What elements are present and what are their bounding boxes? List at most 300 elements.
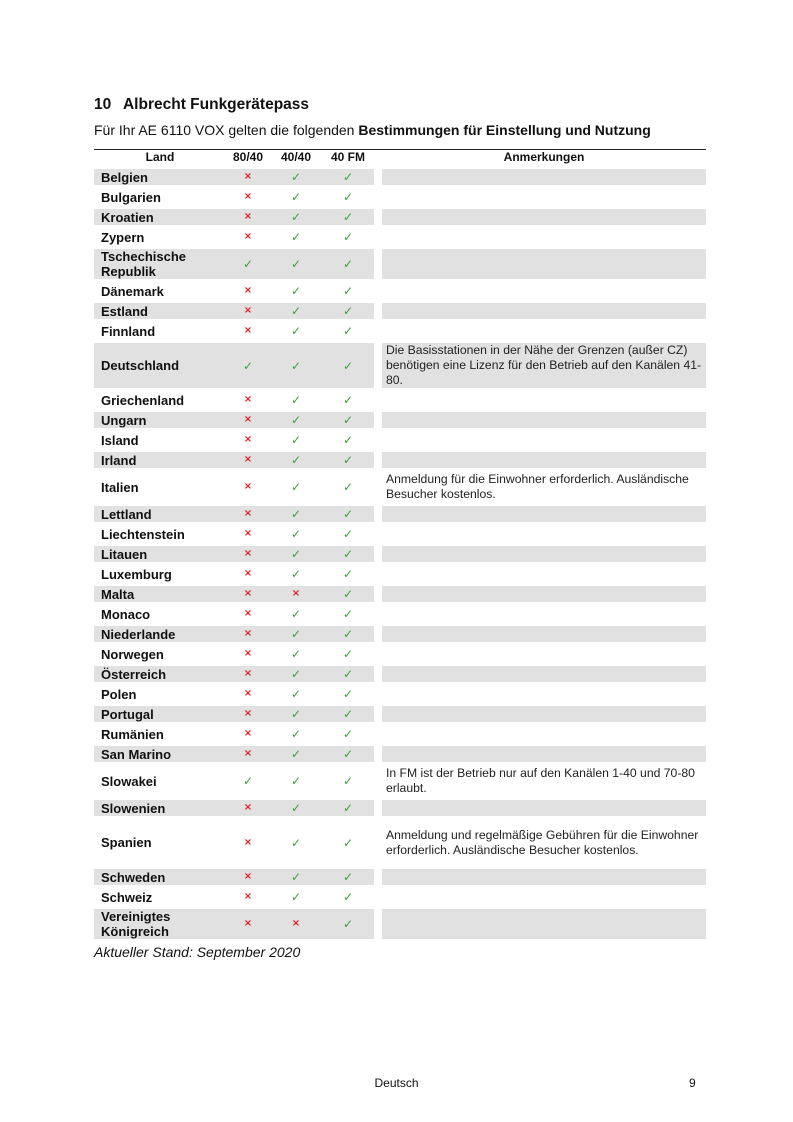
note-text: Die Basisstationen in der Nähe der Grenzen (außer CZ) benötigen eine Lizenz für den Betrieb auf den Kanälen 41-80. [382, 343, 706, 388]
mode-80-40-cell [226, 686, 270, 702]
mode-40-40-cell [270, 646, 322, 662]
check-icon: ✓ [342, 607, 354, 621]
table-row [94, 412, 706, 428]
status-date: Aktueller Stand: September 2020 [94, 944, 301, 960]
mode-80-40-cell [226, 323, 270, 339]
check-icon: ✓ [290, 607, 302, 621]
check-icon: ✓ [242, 257, 254, 271]
table-row [94, 526, 706, 542]
mode-40-fm-cell [322, 909, 374, 939]
country-name: Griechenland [101, 392, 185, 408]
mode-40-fm-cell [322, 452, 374, 468]
check-icon: ✓ [290, 567, 302, 581]
mode-40-fm-cell [322, 546, 374, 562]
table-row [94, 646, 706, 662]
section-heading [94, 96, 309, 114]
check-icon: ✓ [290, 835, 302, 850]
mode-40-40-cell [270, 766, 322, 796]
mode-40-40-cell [270, 686, 322, 702]
mode-40-fm-cell [322, 686, 374, 702]
note-text [382, 452, 706, 468]
mode-40-fm-cell [322, 249, 374, 279]
mode-40-fm-cell [322, 432, 374, 448]
cross-icon: × [243, 548, 253, 559]
mode-40-40-cell [270, 472, 322, 502]
cross-icon: × [243, 688, 253, 699]
intro-text [94, 122, 651, 138]
cross-icon: × [243, 394, 253, 405]
check-icon: ✓ [342, 727, 354, 741]
table-row [94, 303, 706, 319]
check-icon: ✓ [342, 304, 354, 318]
cross-icon: × [243, 568, 253, 579]
mode-80-40-cell [226, 626, 270, 642]
mode-40-fm-cell [322, 746, 374, 762]
note-text [382, 909, 706, 939]
table-row [94, 249, 706, 279]
note-text [382, 189, 706, 205]
mode-80-40-cell [226, 472, 270, 502]
mode-40-fm-cell [322, 323, 374, 339]
cross-icon: × [243, 305, 253, 316]
check-icon: ✓ [342, 587, 354, 601]
table-row [94, 169, 706, 185]
cross-icon: × [243, 191, 253, 202]
check-icon: ✓ [342, 547, 354, 561]
country-name: Portugal [94, 706, 226, 722]
mode-40-fm-cell [322, 283, 374, 299]
table-row [94, 189, 706, 205]
check-icon: ✓ [290, 547, 302, 561]
table-row [94, 820, 706, 865]
check-icon: ✓ [342, 210, 354, 224]
mode-40-fm-cell [322, 666, 374, 682]
note-text: In FM ist der Betrieb nur auf den Kanälen 1-40 und 70-80 erlaubt. [386, 766, 695, 795]
check-icon: ✓ [342, 567, 354, 581]
check-icon: ✓ [290, 667, 302, 681]
table-row [94, 452, 706, 468]
mode-40-fm-cell [322, 606, 374, 622]
note-text [382, 432, 706, 448]
check-icon: ✓ [342, 433, 354, 447]
country-name: Tschechische Republik [94, 249, 226, 279]
check-icon: ✓ [290, 801, 302, 815]
check-icon: ✓ [342, 393, 354, 407]
country-name: Bulgarien [101, 189, 161, 205]
table-row [94, 566, 706, 582]
mode-80-40-cell [226, 189, 270, 205]
country-name: Kroatien [94, 209, 226, 225]
country-name: Finnland [101, 323, 156, 339]
mode-40-fm-cell [322, 869, 374, 885]
mode-40-40-cell [270, 432, 322, 448]
cross-icon: × [243, 508, 253, 519]
cross-icon: × [243, 836, 253, 848]
cross-icon: × [291, 588, 301, 599]
country-name: Norwegen [101, 646, 164, 662]
table-row [94, 472, 706, 502]
check-icon: ✓ [290, 324, 302, 338]
mode-80-40-cell [226, 746, 270, 762]
mode-80-40-cell [226, 343, 270, 388]
note-text [382, 303, 706, 319]
table-row [94, 283, 706, 299]
note-text [382, 392, 706, 408]
check-icon: ✓ [342, 170, 354, 184]
check-icon: ✓ [290, 210, 302, 224]
intro-bold: Bestimmungen für Einstellung und Nutzung [358, 122, 651, 138]
note-text [382, 889, 706, 905]
mode-80-40-cell [226, 526, 270, 542]
mode-40-40-cell [270, 506, 322, 522]
cross-icon: × [243, 608, 253, 619]
mode-80-40-cell [226, 800, 270, 816]
table-row [94, 586, 706, 602]
country-name: Zypern [101, 229, 145, 245]
country-name: Slowakei [101, 773, 157, 789]
mode-40-40-cell [270, 546, 322, 562]
check-icon: ✓ [290, 284, 302, 298]
note-text [382, 229, 706, 245]
mode-80-40-cell [226, 283, 270, 299]
mode-40-fm-cell [322, 229, 374, 245]
country-name: Ungarn [94, 412, 226, 428]
cross-icon: × [291, 918, 301, 929]
mode-40-fm-cell [322, 626, 374, 642]
table-row [94, 909, 706, 939]
mode-40-40-cell [270, 526, 322, 542]
mode-40-fm-cell [322, 472, 374, 502]
note-text [382, 626, 706, 642]
country-name: Schweiz [101, 889, 153, 905]
mode-80-40-cell [226, 303, 270, 319]
mode-40-fm-cell [322, 889, 374, 905]
mode-40-fm-cell [322, 820, 374, 865]
note-text [382, 283, 706, 299]
cross-icon: × [243, 414, 253, 425]
table-body [94, 169, 706, 939]
check-icon: ✓ [290, 627, 302, 641]
table-row [94, 546, 706, 562]
mode-80-40-cell [226, 869, 270, 885]
cross-icon: × [243, 528, 253, 539]
check-icon: ✓ [242, 358, 254, 373]
check-icon: ✓ [290, 707, 302, 721]
check-icon: ✓ [342, 835, 354, 850]
mode-80-40-cell [226, 566, 270, 582]
cross-icon: × [243, 648, 253, 659]
table-row [94, 706, 706, 722]
check-icon: ✓ [342, 230, 354, 244]
note-text [382, 506, 706, 522]
cross-icon: × [243, 211, 253, 222]
note-text [382, 646, 706, 662]
check-icon: ✓ [290, 170, 302, 184]
table-row [94, 746, 706, 762]
table-row [94, 506, 706, 522]
check-icon: ✓ [290, 527, 302, 541]
check-icon: ✓ [242, 774, 254, 788]
note-text: Anmeldung und regelmäßige Gebühren für die Einwohner erforderlich. Ausländische Besucher kostenlos. [386, 827, 699, 857]
country-name: Litauen [94, 546, 226, 562]
cross-icon: × [243, 171, 253, 182]
mode-40-fm-cell [322, 189, 374, 205]
country-name: San Marino [94, 746, 226, 762]
mode-40-40-cell [270, 800, 322, 816]
mode-40-fm-cell [322, 566, 374, 582]
check-icon: ✓ [290, 480, 302, 494]
cross-icon: × [243, 871, 253, 882]
country-name: Belgien [94, 169, 226, 185]
mode-40-fm-cell [322, 766, 374, 796]
mode-40-40-cell [270, 169, 322, 185]
mode-80-40-cell [226, 249, 270, 279]
country-name: Lettland [94, 506, 226, 522]
mode-40-fm-cell [322, 169, 374, 185]
mode-40-fm-cell [322, 392, 374, 408]
cross-icon: × [243, 231, 253, 242]
check-icon: ✓ [290, 413, 302, 427]
check-icon: ✓ [342, 890, 354, 904]
mode-40-40-cell [270, 249, 322, 279]
cross-icon: × [243, 918, 253, 929]
check-icon: ✓ [342, 774, 354, 788]
note-text [382, 706, 706, 722]
country-name: Italien [101, 479, 139, 495]
mode-40-40-cell [270, 706, 322, 722]
check-icon: ✓ [290, 727, 302, 741]
mode-40-fm-cell [322, 706, 374, 722]
mode-40-40-cell [270, 209, 322, 225]
country-name: Luxemburg [101, 566, 172, 582]
mode-40-40-cell [270, 323, 322, 339]
mode-80-40-cell [226, 546, 270, 562]
check-icon: ✓ [290, 687, 302, 701]
check-icon: ✓ [290, 358, 302, 373]
country-name: Slowenien [94, 800, 226, 816]
header-notes: Anmerkungen [503, 150, 585, 164]
table-row [94, 869, 706, 885]
mode-80-40-cell [226, 506, 270, 522]
check-icon: ✓ [290, 890, 302, 904]
mode-40-fm-cell [322, 586, 374, 602]
table-row [94, 343, 706, 388]
check-icon: ✓ [342, 358, 354, 373]
header-80-40: 80/40 [232, 150, 264, 164]
mode-40-fm-cell [322, 526, 374, 542]
mode-40-fm-cell [322, 343, 374, 388]
table-header [94, 150, 706, 165]
mode-80-40-cell [226, 586, 270, 602]
note-text [382, 412, 706, 428]
cross-icon: × [243, 891, 253, 902]
check-icon: ✓ [342, 324, 354, 338]
note-text [382, 586, 706, 602]
section-title: Albrecht Funkgerätepass [122, 96, 310, 113]
note-text [382, 686, 706, 702]
check-icon: ✓ [342, 917, 354, 931]
cross-icon: × [243, 481, 253, 492]
mode-40-fm-cell [322, 646, 374, 662]
mode-40-40-cell [270, 586, 322, 602]
note-text [382, 323, 706, 339]
cross-icon: × [243, 434, 253, 445]
check-icon: ✓ [290, 453, 302, 467]
country-name: Irland [94, 452, 226, 468]
mode-40-40-cell [270, 606, 322, 622]
table-row [94, 229, 706, 245]
mode-80-40-cell [226, 666, 270, 682]
mode-40-fm-cell [322, 303, 374, 319]
country-name: Malta [94, 586, 226, 602]
cross-icon: × [243, 728, 253, 739]
note-text [382, 249, 706, 279]
cross-icon: × [243, 802, 253, 813]
mode-80-40-cell [226, 432, 270, 448]
mode-40-40-cell [270, 412, 322, 428]
country-name: Monaco [101, 606, 151, 622]
mode-80-40-cell [226, 229, 270, 245]
check-icon: ✓ [342, 870, 354, 884]
note-text [382, 666, 706, 682]
mode-40-40-cell [270, 392, 322, 408]
mode-40-40-cell [270, 566, 322, 582]
country-name: Deutschland [94, 343, 226, 388]
mode-80-40-cell [226, 392, 270, 408]
check-icon: ✓ [290, 647, 302, 661]
cross-icon: × [243, 668, 253, 679]
check-icon: ✓ [290, 190, 302, 204]
mode-40-40-cell [270, 343, 322, 388]
table-row [94, 323, 706, 339]
mode-80-40-cell [226, 820, 270, 865]
intro-plain: Für Ihr AE 6110 VOX gelten die folgenden [94, 122, 359, 138]
mode-80-40-cell [226, 412, 270, 428]
note-text [382, 526, 706, 542]
check-icon: ✓ [290, 230, 302, 244]
check-icon: ✓ [342, 801, 354, 815]
table-row [94, 726, 706, 742]
mode-40-fm-cell [322, 506, 374, 522]
mode-80-40-cell [226, 209, 270, 225]
check-icon: ✓ [342, 647, 354, 661]
table-row [94, 889, 706, 905]
mode-40-40-cell [270, 889, 322, 905]
footer-language: Deutsch [374, 1076, 419, 1090]
table-row [94, 209, 706, 225]
country-name: Österreich [94, 666, 226, 682]
mode-40-40-cell [270, 452, 322, 468]
mode-80-40-cell [226, 706, 270, 722]
check-icon: ✓ [290, 870, 302, 884]
mode-40-40-cell [270, 869, 322, 885]
mode-40-40-cell [270, 666, 322, 682]
cross-icon: × [243, 588, 253, 599]
country-name: Polen [101, 686, 137, 702]
mode-40-40-cell [270, 189, 322, 205]
note-text [382, 869, 706, 885]
check-icon: ✓ [342, 527, 354, 541]
mode-40-fm-cell [322, 209, 374, 225]
table-row [94, 666, 706, 682]
note-text [382, 566, 706, 582]
mode-40-40-cell [270, 626, 322, 642]
check-icon: ✓ [290, 774, 302, 788]
mode-80-40-cell [226, 452, 270, 468]
country-table [94, 149, 706, 939]
check-icon: ✓ [342, 453, 354, 467]
cross-icon: × [243, 748, 253, 759]
mode-40-40-cell [270, 726, 322, 742]
note-text [382, 726, 706, 742]
check-icon: ✓ [290, 507, 302, 521]
section-number: 10 [94, 96, 112, 113]
table-row [94, 626, 706, 642]
country-name: Estland [94, 303, 226, 319]
note-text [382, 800, 706, 816]
check-icon: ✓ [342, 257, 354, 271]
mode-80-40-cell [226, 646, 270, 662]
check-icon: ✓ [342, 284, 354, 298]
mode-40-fm-cell [322, 726, 374, 742]
mode-40-fm-cell [322, 800, 374, 816]
check-icon: ✓ [342, 480, 354, 494]
mode-80-40-cell [226, 909, 270, 939]
mode-40-40-cell [270, 909, 322, 939]
mode-40-40-cell [270, 820, 322, 865]
table-row [94, 686, 706, 702]
mode-40-40-cell [270, 303, 322, 319]
country-name: Vereinigtes Königreich [94, 909, 226, 939]
cross-icon: × [243, 454, 253, 465]
table-row [94, 392, 706, 408]
table-row [94, 800, 706, 816]
country-name: Niederlande [94, 626, 226, 642]
cross-icon: × [243, 628, 253, 639]
note-text: Anmeldung für die Einwohner erforderlich. Ausländische Besucher kostenlos. [386, 472, 689, 501]
note-text [382, 169, 706, 185]
table-row [94, 766, 706, 796]
mode-80-40-cell [226, 726, 270, 742]
check-icon: ✓ [290, 393, 302, 407]
mode-40-40-cell [270, 229, 322, 245]
check-icon: ✓ [290, 257, 302, 271]
country-name: Island [101, 432, 139, 448]
check-icon: ✓ [342, 627, 354, 641]
check-icon: ✓ [342, 667, 354, 681]
country-name: Schweden [94, 869, 226, 885]
mode-80-40-cell [226, 766, 270, 796]
cross-icon: × [243, 325, 253, 336]
check-icon: ✓ [342, 190, 354, 204]
page-number: 9 [689, 1076, 696, 1090]
check-icon: ✓ [342, 747, 354, 761]
mode-40-fm-cell [322, 412, 374, 428]
check-icon: ✓ [290, 747, 302, 761]
header-land: Land [145, 150, 175, 164]
country-name: Rumänien [101, 726, 164, 742]
check-icon: ✓ [342, 413, 354, 427]
cross-icon: × [243, 708, 253, 719]
mode-40-40-cell [270, 283, 322, 299]
note-text [382, 746, 706, 762]
note-text [382, 606, 706, 622]
check-icon: ✓ [342, 507, 354, 521]
check-icon: ✓ [342, 707, 354, 721]
mode-80-40-cell [226, 606, 270, 622]
table-row [94, 606, 706, 622]
country-name: Dänemark [101, 283, 164, 299]
